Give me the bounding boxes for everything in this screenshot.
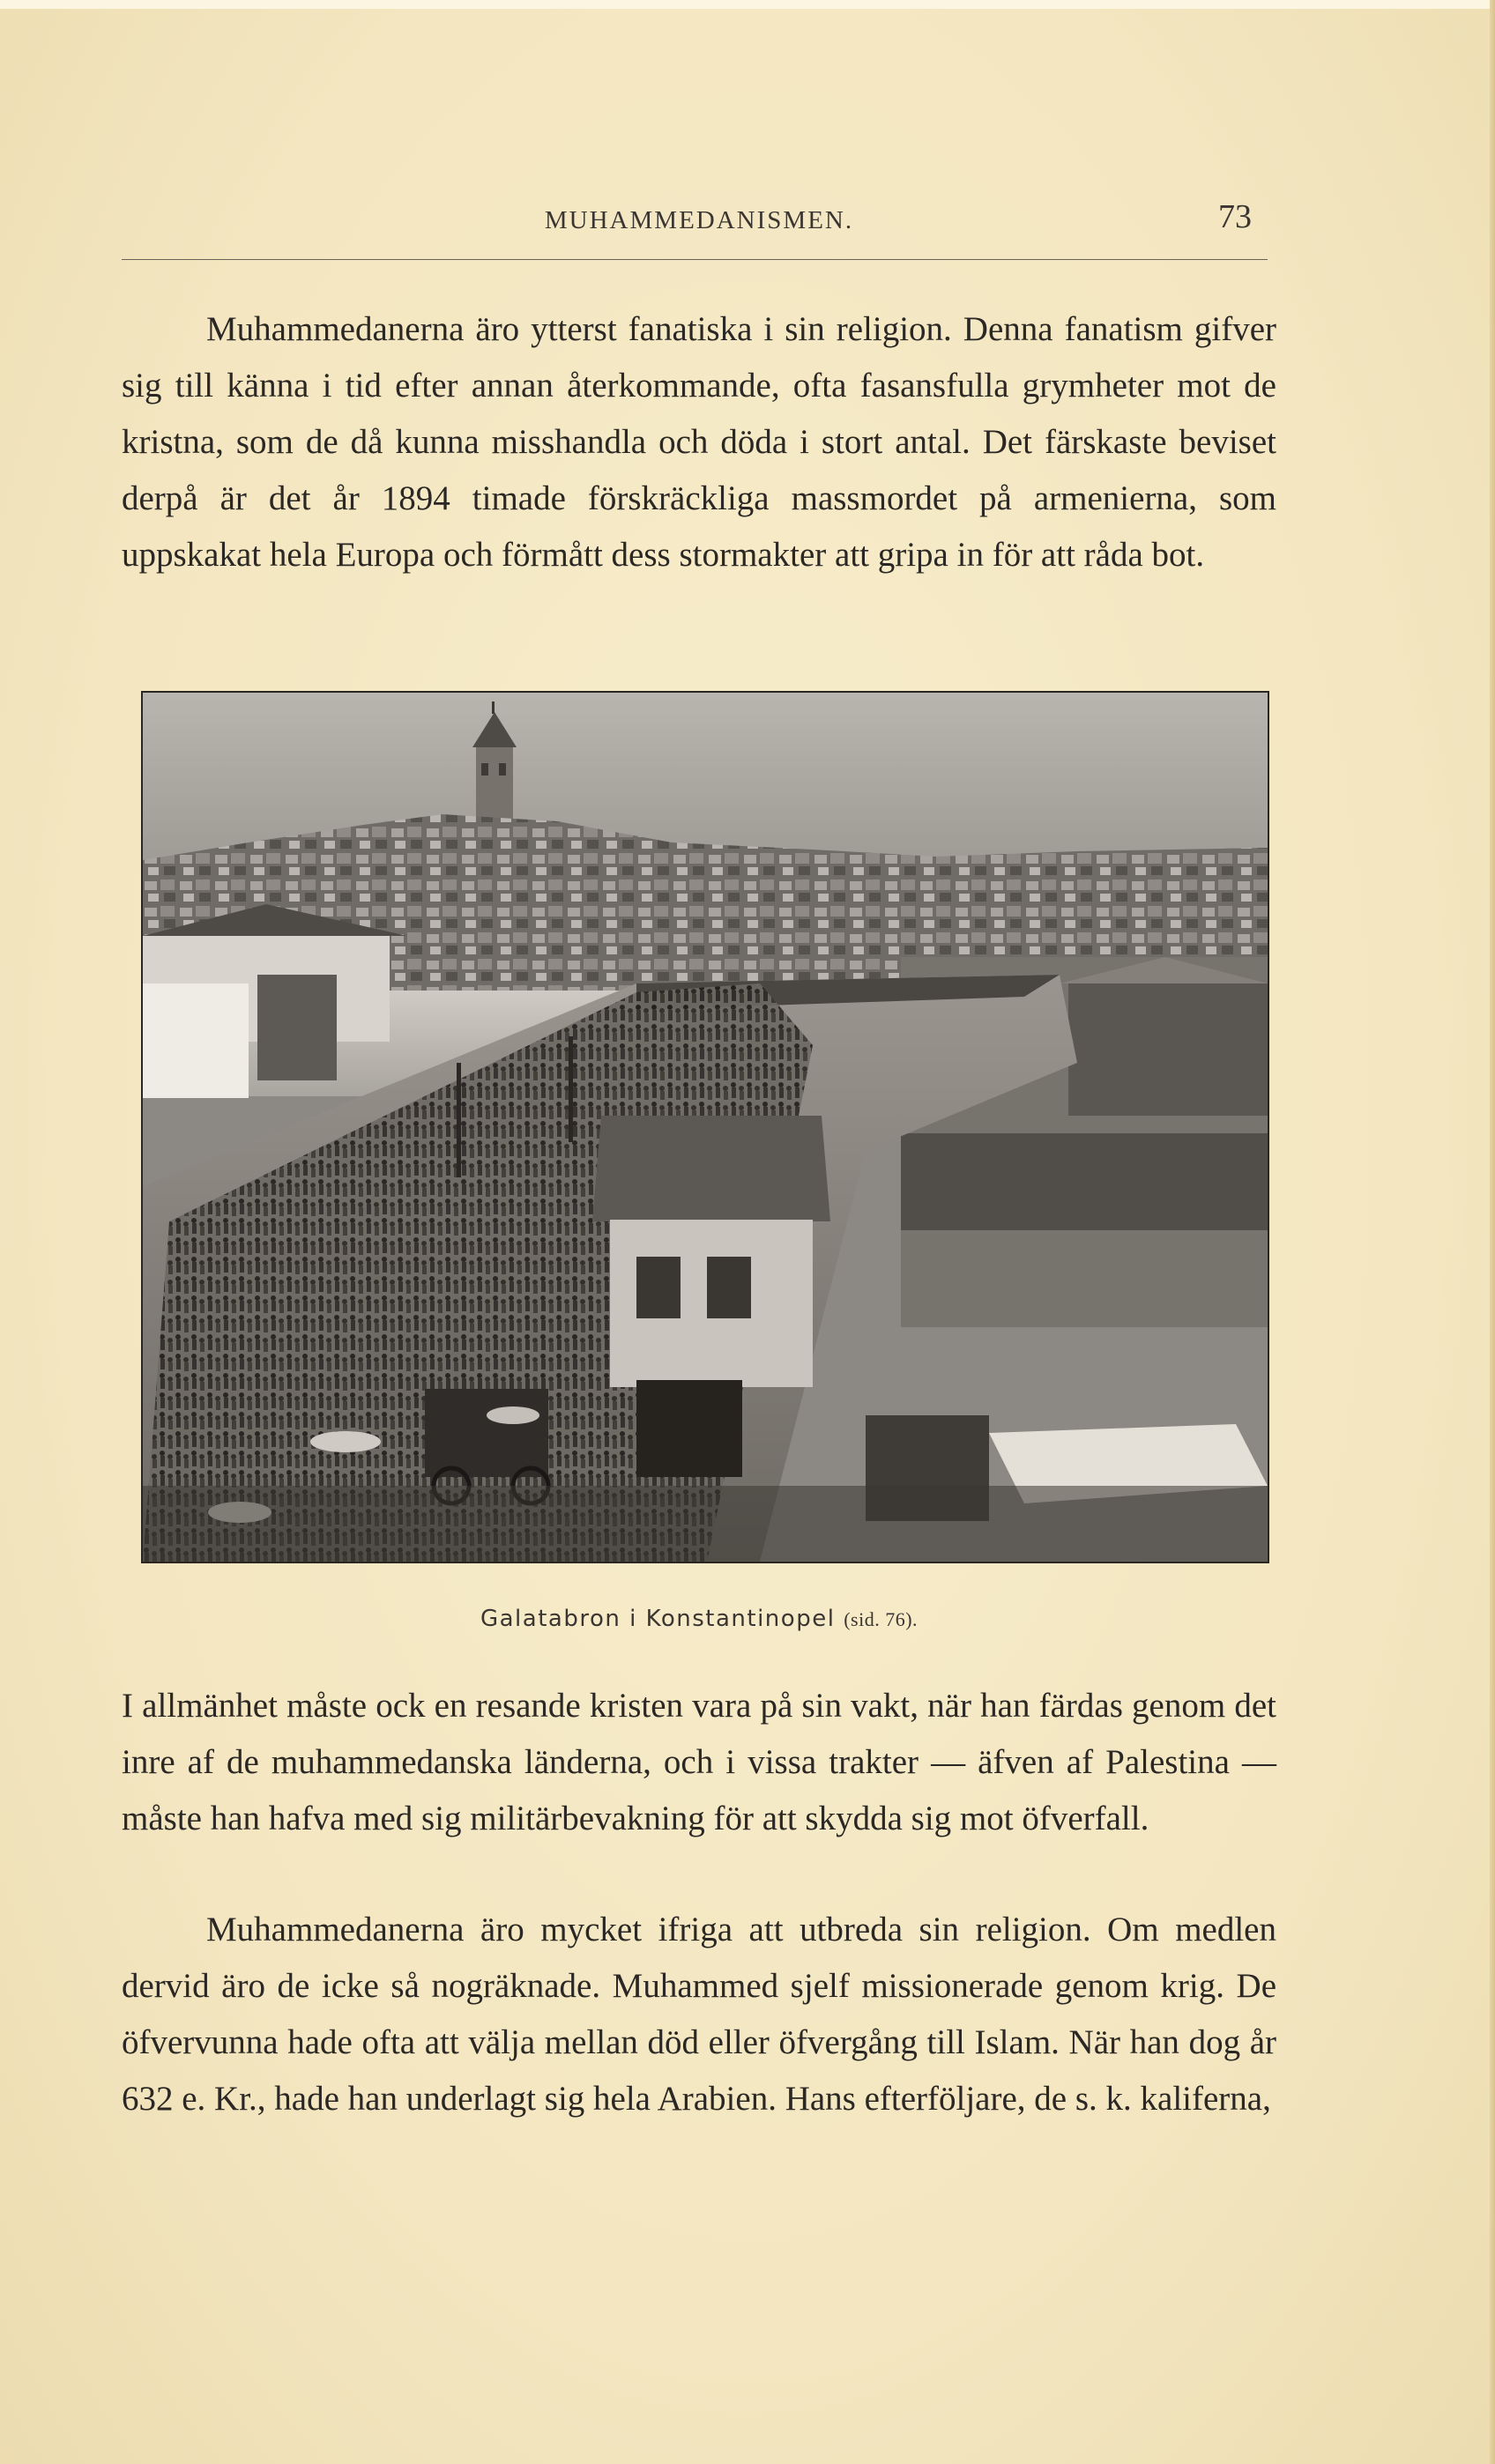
- running-head: MUHAMMEDANISMEN.: [544, 206, 854, 234]
- galata-bridge-engraving: [143, 693, 1268, 1562]
- figure-galata-bridge-photo: [141, 691, 1269, 1563]
- paragraph-travel-caution: I allmänhet måste ock en resande kristen vara på sin vakt, när han färdas genom det inre af de muhammedanska länderna, och i vissa trakter — äfven af Palestina — måste han hafva med sig militärbevakning för att skydda sig mot öfverfall.: [122, 1687, 1276, 1837]
- page-edge-right: [1490, 0, 1495, 2464]
- caption-title: Galatabron i Konstantinopel: [480, 1606, 836, 1632]
- caption-page-ref: (sid. 76).: [844, 1608, 919, 1630]
- header-rule: [122, 259, 1268, 260]
- page-edge-top: [0, 0, 1495, 9]
- page-header: [122, 198, 1276, 254]
- paragraph-missionary: Muhammedanerna äro mycket ifriga att utbreda sin religion. Om medlen dervid äro de icke så nogräknade. Muhammed sjelf missionerade genom krig. De öfvervunna hade ofta att välja mellan död eller öfvergång till Islam. När han dog år 632 e. Kr., hade han underlagt sig hela Arabien. Hans efterföljare, de s. k. kaliferna,: [122, 1911, 1276, 2118]
- figure-caption: [122, 1606, 1276, 1632]
- page-number: 73: [1218, 198, 1252, 235]
- paragraph-fanaticism: Muhammedanerna äro ytterst fanatiska i sin religion. Denna fanatism gifver sig till känna i tid efter annan återkommande, ofta fasansfulla grymheter mot de kristna, som de då kunna misshandla och döda i stort antal. Det färskaste beviset derpå är det år 1894 timade förskräckliga massmordet på armenierna, som uppskakat hela Europa och förmått dess stormakter att gripa in för att råda bot.: [122, 310, 1276, 574]
